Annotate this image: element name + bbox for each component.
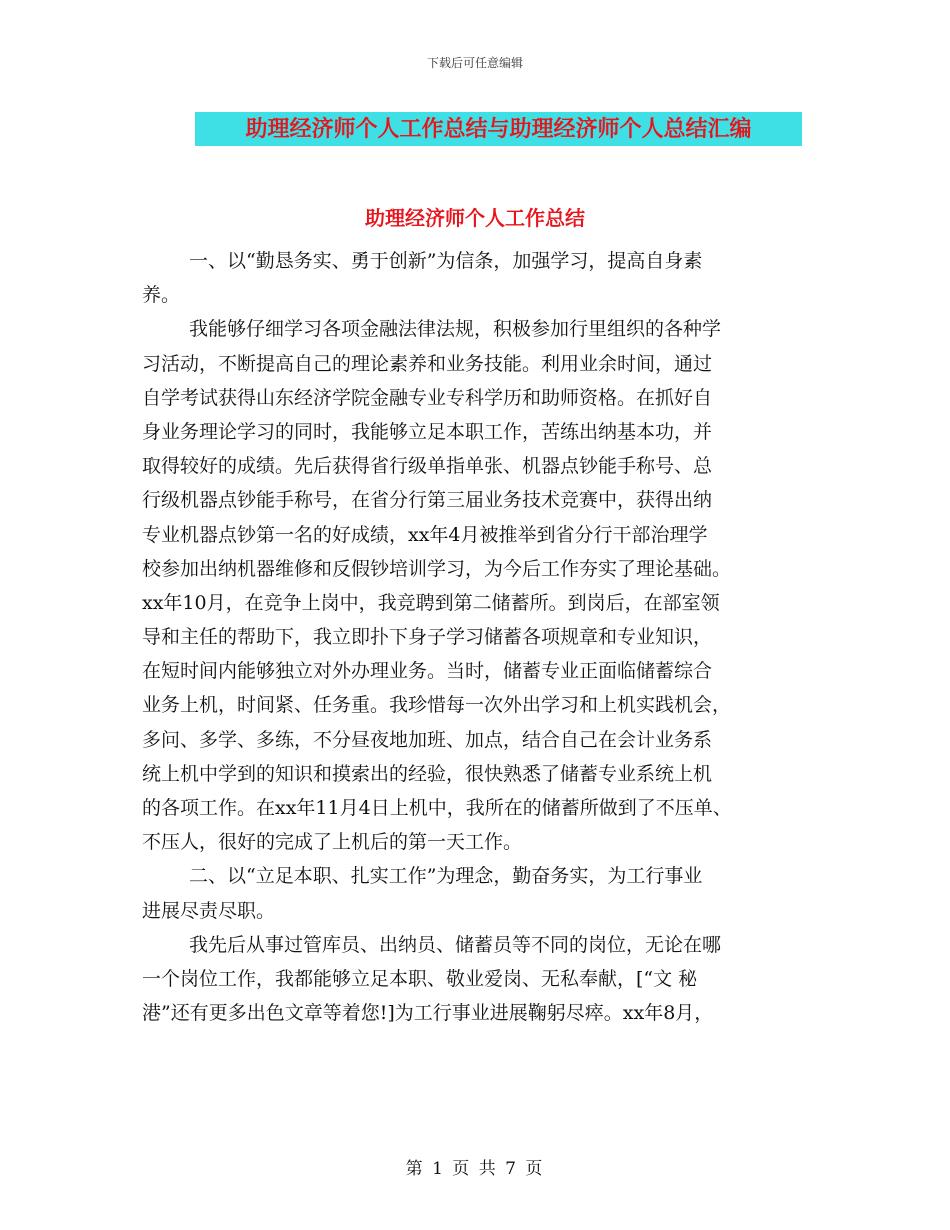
paragraph-line: 业务上机，时间紧、任务重。我珍惜每一次外出学习和上机实践机会， [142,694,732,717]
paragraph-line: 二、以“立足本职、扎实工作”为理念，勤奋务实，为工行事业 [189,865,703,888]
paragraph-line: 统上机中学到的知识和摸索出的经验，很快熟悉了储蓄专业系统上机 [142,762,713,785]
paragraph-line: 专业机器点钞第一名的好成绩，xx年4月被推举到省分行干部治理学 [142,523,708,546]
paragraph-line: 我先后从事过管库员、出纳员、储蓄员等不同的岗位，无论在哪 [189,933,722,956]
paragraph-line: 在短时间内能够独立对外办理业务。当时，储蓄专业正面临储蓄综合 [142,660,713,683]
paragraph-line: 取得较好的成绩。先后获得省行级单指单张、机器点钞能手称号、总 [142,455,713,478]
paragraph-line: 的各项工作。在xx年11月4日上机中，我所在的储蓄所做到了不压单、 [142,797,732,819]
paragraph-line: 一、以“勤恳务实、勇于创新”为信条，加强学习，提高自身素 [189,250,703,272]
paragraph-line: 港”还有更多出色文章等着您!]为工行事业进展鞠躬尽瘁。xx年8月， [142,1002,714,1025]
paragraph-line: 不压人，很好的完成了上机后的第一天工作。 [142,831,523,854]
paragraph-line: 多问、多学、多练，不分昼夜地加班、加点，结合自己在会计业务系 [142,728,713,751]
paragraph-line: 身业务理论学习的同时，我能够立足本职工作，苦练出纳基本功，并 [142,420,713,443]
paragraph-line: 校参加出纳机器维修和反假钞培训学习，为今后工作夯实了理论基础。 [142,557,732,580]
page-number-footer: 第 1 页 共 7 页 [405,1159,545,1179]
paragraph-line: 自学考试获得山东经济学院金融专业专科学历和助师资格。在抓好自 [142,386,713,409]
paragraph-line: 行级机器点钞能手称号，在省分行第三届业务技术竞赛中，获得出纳 [142,489,713,512]
paragraph-line: 导和主任的帮助下，我立即扑下身子学习储蓄各项规章和专业知识， [142,626,713,649]
header-note: 下载后可任意编辑 [426,56,523,70]
paragraph-line: 一个岗位工作，我都能够立足本职、敬业爱岗、无私奉献，[“文 秘 [142,967,698,990]
document-title: 助理经济师个人工作总结与助理经济师个人总结汇编 [195,112,802,146]
paragraph-line: 习活动，不断提高自己的理论素养和业务技能。利用业余时间，通过 [142,352,713,375]
body-text [142,244,810,1030]
paragraph-line: 养。 [142,284,181,307]
section-title: 助理经济师个人工作总结 [365,206,585,230]
paragraph-line: 进展尽责尽职。 [142,899,276,922]
paragraph-line: xx年10月，在竞争上岗中，我竞聘到第二储蓄所。到岗后，在部室领 [142,591,720,614]
paragraph-line: 我能够仔细学习各项金融法律法规，积极参加行里组织的各种学 [189,318,722,341]
